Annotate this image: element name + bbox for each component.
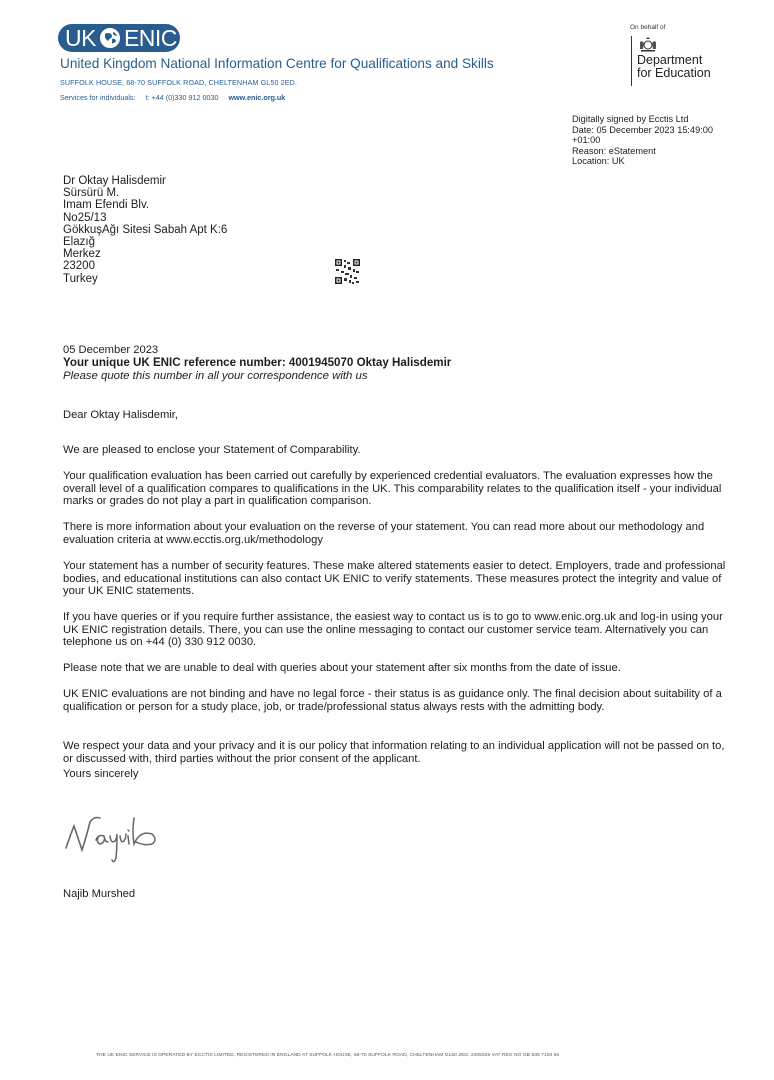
paragraph-time-limit: Please note that we are unable to deal with queries about your statement after six months from the date of issue. [63,662,621,675]
signed-location: Location: UK [572,156,625,166]
reference-number: Your unique UK ENIC reference number: 4001945070 Oktay Halisdemir [63,356,452,369]
address-line: Elazığ [63,236,95,249]
qr-code-icon [335,259,360,284]
services-label: Services for individuals: [60,93,136,102]
services-phone: t: +44 (0)330 912 0030 [145,93,219,102]
address-line: Merkez [63,248,101,261]
paragraph-enclosure: We are pleased to enclose your Statement of Comparability. [63,444,361,457]
dfe-name-line1: Department [637,53,703,67]
uk-enic-logo [58,24,180,52]
address-line: No25/13 [63,211,107,224]
signed-reason: Reason: eStatement [572,145,656,156]
logo-text-uk: UK [65,24,96,51]
address-line: Sürsürü M. [63,187,120,200]
footer-legal-text: THE UK ENIC SERVICE IS OPERATED BY ECCTIS LIMITED, REGISTERED IN ENGLAND AT SUFFOLK HOUSE, 68-70 SUFFOLK ROAD, CHELTENHAM GL50 2ED. 2405026 VAT REG NO GB 535 7104 56 [96,1053,560,1058]
address-line: GökkuşAğı Sitesi Sabah Apt K:6 [63,223,228,236]
globe-icon [98,26,122,50]
recipient-address [63,175,227,285]
signed-timezone: +01:00 [572,135,601,145]
paragraph-legal: UK ENIC evaluations are not binding and have no legal force - their status is as guidance only. The final decision about suitability of a qualification or person for a study place, job, or trade/professional status always rests with the admitting body. [63,688,722,713]
paragraph-contact: If you have queries or if you require further assistance, the easiest way to contact us is to go to www.enic.org.uk and log-in using your UK ENIC registration details. There, you can use the online messaging to contact our customer service team. Alternatively you can telephone us on +44 (0) 330 912 0030. [63,611,723,649]
paragraph-security: Your statement has a number of security features. These make altered statements easier to detect. Employers, trade and professional bodies, and educational institutions can also contact UK ENIC to verify statements. These measures protect the integrity and value of your UK ENIC statements. [63,560,726,598]
signer-name: Najib Murshed [63,888,136,900]
signed-date: Date: 05 December 2023 15:49:00 [572,124,713,135]
signed-by: Digitally signed by Ecctis Ltd [572,114,689,124]
logo-text-enic: ENIC [123,24,177,51]
digital-signature-info [572,114,713,167]
paragraph-evaluation: Your qualification evaluation has been carried out carefully by experienced credential evaluators. The evaluation expresses how the overall level of a qualification compares to qualifications in the UK. This comparability relates to the qualification itself - your individual marks or grades do not play a part in qualification comparison. [63,470,722,508]
paragraph-methodology: There is more information about your evaluation on the reverse of your statement. You can read more about our methodology and evaluation criteria at www.ecctis.org.uk/methodology [63,521,705,546]
address-line: Turkey [63,272,98,285]
address-line: Dr Oktay Halisdemir [63,175,166,187]
address-line: Imam Efendi Blv. [63,199,150,212]
address-line: 23200 [63,260,95,273]
reference-note: Please quote this number in all your correspondence with us [63,370,368,382]
handwritten-signature [60,808,170,873]
organization-name: United Kingdom National Information Centre for Qualifications and Skills [60,56,494,71]
services-website: www.enic.org.uk [228,93,286,102]
on-behalf-label: On behalf of [630,24,666,31]
paragraph-privacy: We respect your data and your privacy and it is our policy that information relating to an individual application will not be passed on to, or discussed with, third parties without the prior consent of the applicant. [63,740,725,765]
letter-date: 05 December 2023 [63,344,159,356]
dfe-name-line2: for Education [637,66,711,80]
organization-address: SUFFOLK HOUSE, 68-70 SUFFOLK ROAD, CHELTENHAM GL50 2ED. [60,78,298,87]
royal-crest-icon [637,36,659,52]
closing: Yours sincerely [63,768,139,780]
dfe-logo [631,36,711,86]
services-line [60,93,285,102]
salutation: Dear Oktay Halisdemir, [63,409,179,421]
